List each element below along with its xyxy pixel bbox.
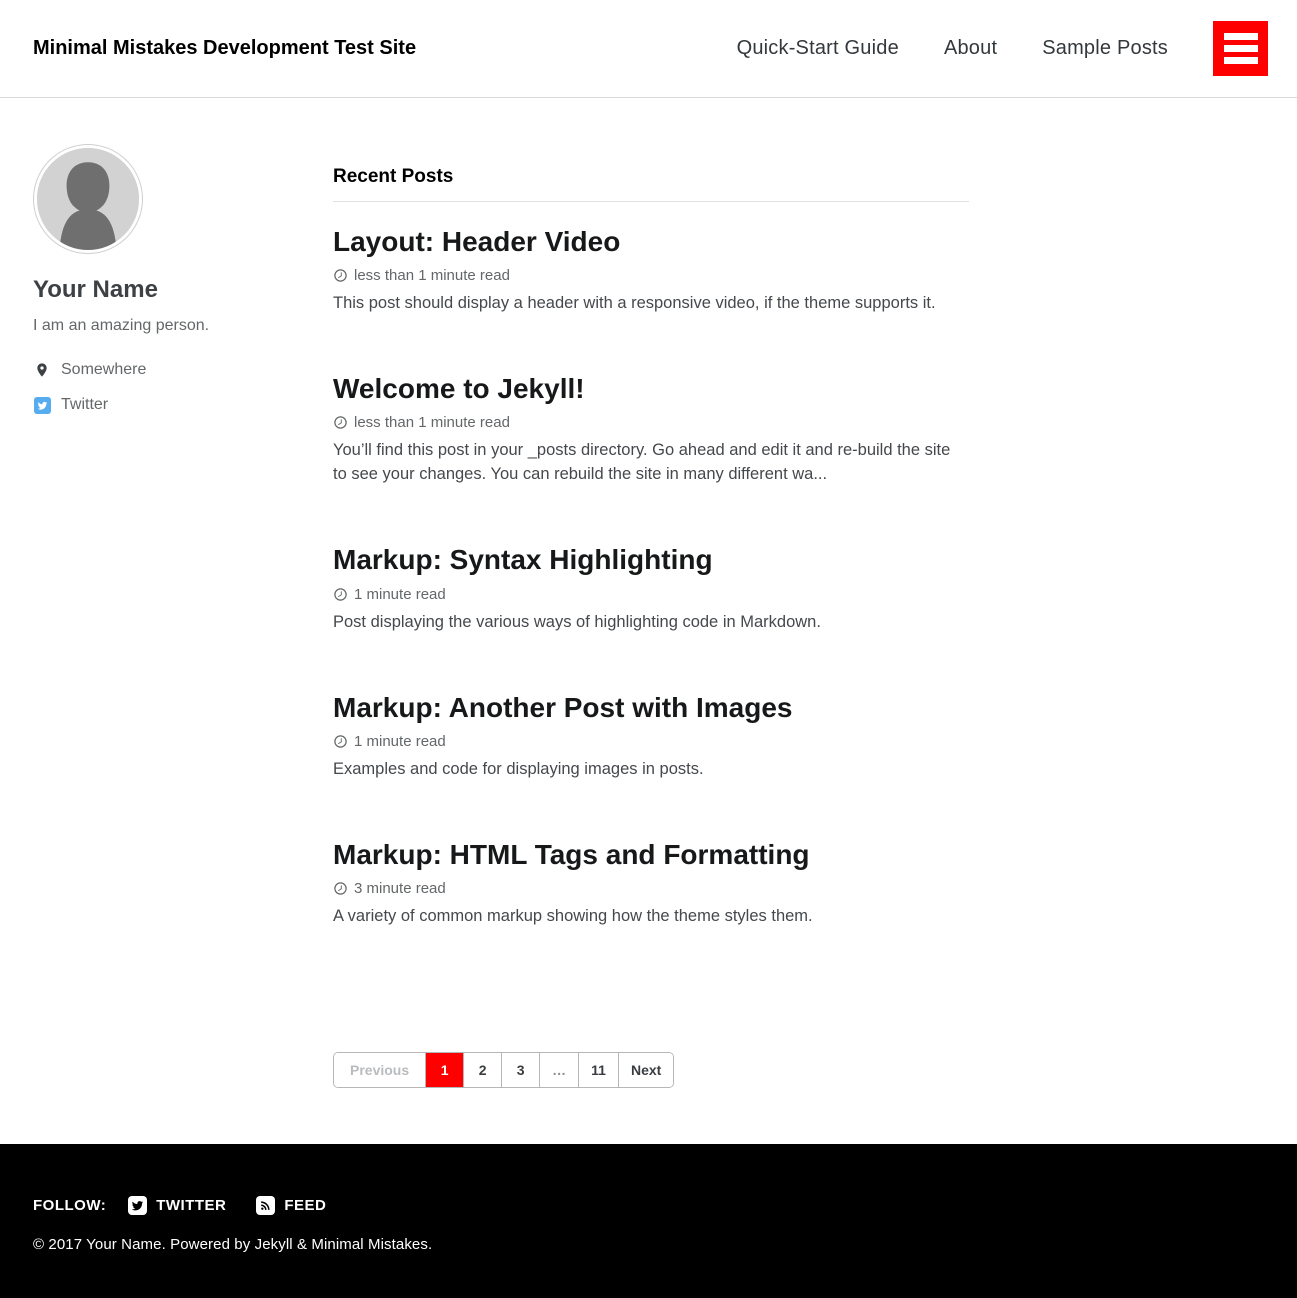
nav-item-sample-posts[interactable]: Sample Posts bbox=[1042, 37, 1168, 59]
footer-feed-label: FEED bbox=[284, 1197, 327, 1214]
pagination-page-11[interactable]: 11 bbox=[579, 1053, 618, 1087]
read-time: less than 1 minute read bbox=[354, 267, 510, 285]
minimal-mistakes-link[interactable]: Minimal Mistakes bbox=[311, 1236, 428, 1253]
read-time: 1 minute read bbox=[354, 585, 446, 603]
author-twitter-item bbox=[33, 396, 303, 414]
post-excerpt: A variety of common markup showing how the theme styles them. bbox=[333, 906, 813, 925]
primary-nav bbox=[737, 21, 1268, 76]
footer-follow-row bbox=[33, 1196, 1264, 1215]
hamburger-icon bbox=[1224, 57, 1258, 64]
post-excerpt: Examples and code for displaying images in posts. bbox=[333, 759, 704, 778]
clock-icon bbox=[333, 415, 348, 430]
nav-item-about[interactable]: About bbox=[943, 37, 998, 59]
author-sidebar bbox=[33, 144, 303, 431]
clock-icon bbox=[333, 734, 348, 749]
read-time: less than 1 minute read bbox=[354, 414, 510, 432]
masthead bbox=[0, 0, 1297, 98]
author-bio: I am an amazing person. bbox=[33, 317, 210, 334]
pagination-page-2[interactable]: 2 bbox=[464, 1053, 501, 1087]
content-area bbox=[0, 98, 1297, 1144]
footer-twitter-link[interactable] bbox=[128, 1196, 226, 1215]
avatar-silhouette-icon bbox=[37, 148, 139, 250]
author-location-item bbox=[33, 361, 303, 379]
post-meta bbox=[333, 586, 969, 603]
page-title: Recent Posts bbox=[333, 166, 969, 202]
author-location-label: Somewhere bbox=[61, 361, 147, 378]
copyright bbox=[33, 1236, 1264, 1253]
pagination bbox=[333, 1052, 674, 1088]
map-marker-icon bbox=[33, 362, 51, 378]
pagination-page-3[interactable]: 3 bbox=[502, 1053, 539, 1087]
clock-icon bbox=[333, 881, 348, 896]
footer-feed-link[interactable] bbox=[256, 1196, 326, 1215]
post-entry bbox=[333, 839, 969, 928]
clock-icon bbox=[333, 587, 348, 602]
post-title-link[interactable]: Welcome to Jekyll! bbox=[333, 373, 585, 405]
copyright-amp: & bbox=[292, 1236, 312, 1253]
rss-square-icon bbox=[256, 1196, 275, 1215]
footer bbox=[0, 1144, 1297, 1298]
pagination-previous: Previous bbox=[334, 1053, 425, 1087]
post-title-link[interactable]: Markup: Another Post with Images bbox=[333, 691, 793, 723]
post-excerpt: Post displaying the various ways of highlighting code in Markdown. bbox=[333, 612, 821, 631]
pagination-next[interactable]: Next bbox=[619, 1053, 673, 1087]
post-excerpt: You’ll find this post in your _posts directory. Go ahead and edit it and re-build the site to see your changes. You can rebuild the site in many different wa... bbox=[333, 441, 951, 484]
post-entry bbox=[333, 373, 969, 486]
post-meta bbox=[333, 414, 969, 431]
author-links bbox=[33, 361, 303, 414]
post-entry bbox=[333, 692, 969, 781]
menu-toggle-button[interactable] bbox=[1213, 21, 1268, 76]
clock-icon bbox=[333, 268, 348, 283]
copyright-period: . bbox=[427, 1236, 433, 1253]
read-time: 3 minute read bbox=[354, 879, 446, 897]
jekyll-link[interactable]: Jekyll bbox=[254, 1236, 293, 1253]
footer-twitter-label: TWITTER bbox=[156, 1197, 227, 1214]
post-title-link[interactable]: Markup: Syntax Highlighting bbox=[333, 544, 713, 576]
nav-item-quick-start-guide[interactable]: Quick-Start Guide bbox=[736, 37, 899, 59]
pagination-page-1[interactable]: 1 bbox=[426, 1053, 463, 1087]
author-twitter-link[interactable]: Twitter bbox=[61, 396, 109, 413]
pagination-ellipsis: … bbox=[540, 1053, 578, 1087]
hamburger-icon bbox=[1224, 33, 1258, 40]
post-entry bbox=[333, 544, 969, 633]
follow-label: FOLLOW: bbox=[33, 1197, 107, 1214]
twitter-icon bbox=[33, 397, 51, 414]
twitter-square-icon bbox=[128, 1196, 147, 1215]
post-title-link[interactable]: Layout: Header Video bbox=[333, 226, 621, 257]
post-meta bbox=[333, 267, 969, 284]
post-meta bbox=[333, 733, 969, 750]
author-name: Your Name bbox=[33, 276, 158, 303]
site-title-link[interactable]: Minimal Mistakes Development Test Site bbox=[33, 37, 417, 59]
post-title-link[interactable]: Markup: HTML Tags and Formatting bbox=[333, 838, 810, 870]
recent-posts-section bbox=[333, 98, 969, 1088]
post-excerpt: This post should display a header with a responsive video, if the theme supports it. bbox=[333, 294, 936, 313]
post-meta bbox=[333, 880, 969, 897]
copyright-text: © 2017 Your Name. Powered by bbox=[33, 1236, 255, 1253]
post-entry bbox=[333, 226, 969, 315]
read-time: 1 minute read bbox=[354, 732, 446, 750]
avatar bbox=[33, 144, 143, 254]
hamburger-icon bbox=[1224, 45, 1258, 52]
